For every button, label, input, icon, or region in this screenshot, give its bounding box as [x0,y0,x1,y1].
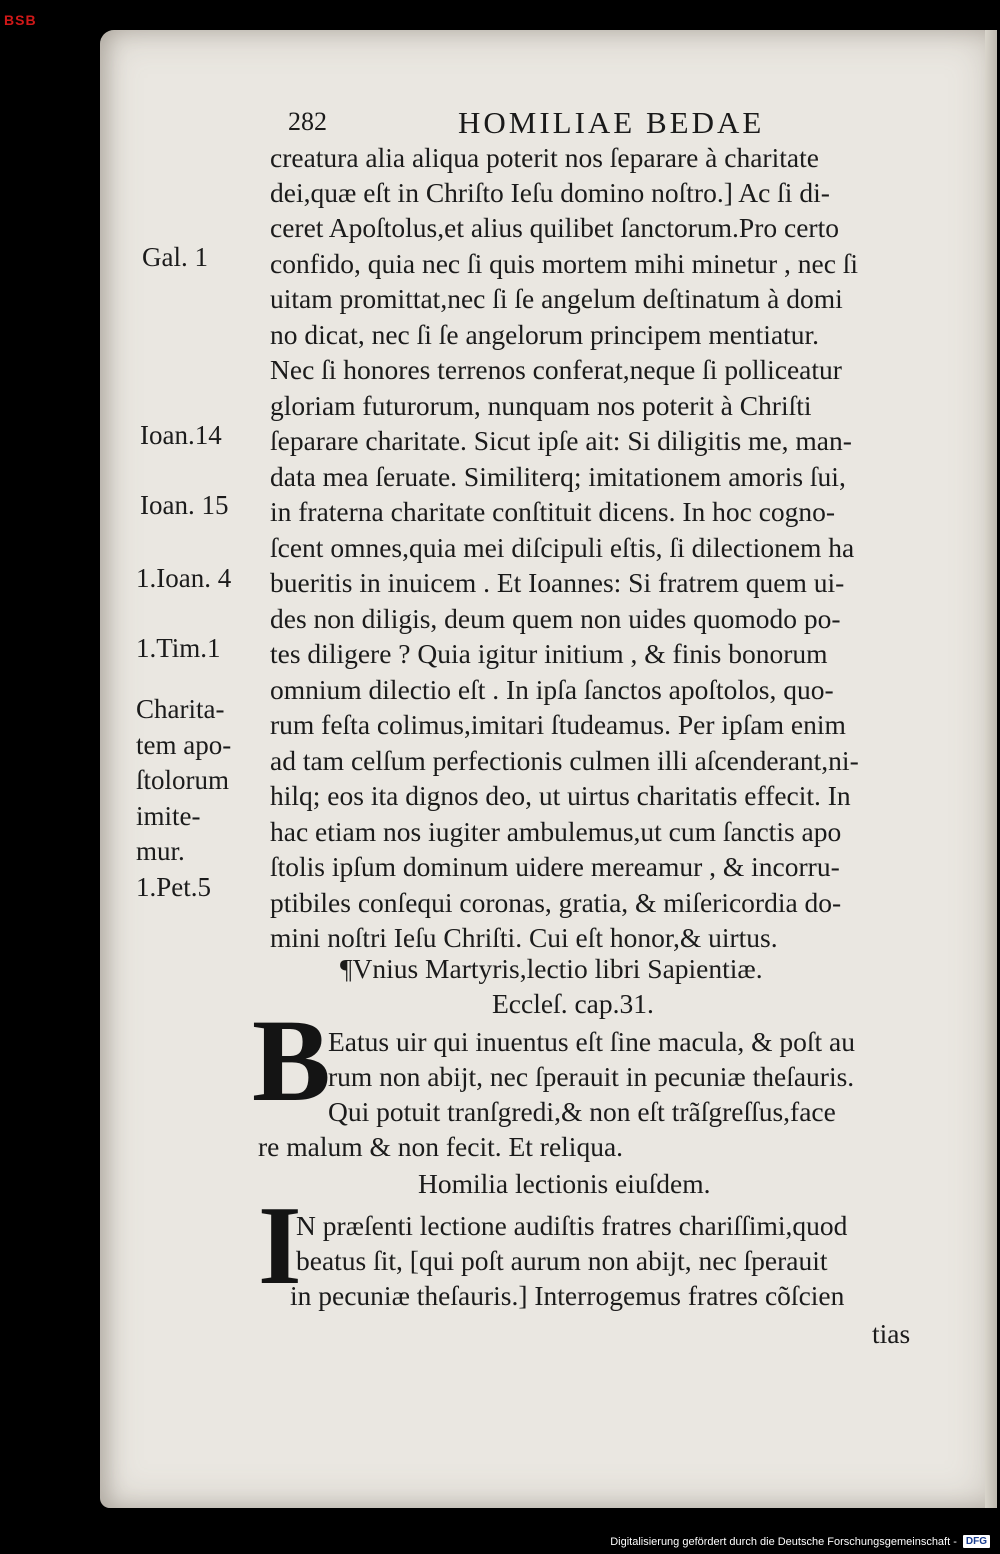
lectio-line: re malum & non fecit. Et reliqua. [258,1131,624,1162]
homilia-line: beatus ſit, [qui poſt aurum non abijt, nec ſperauit [296,1245,828,1276]
body-line: bueritis in inuicem . Et Ioannes: Si fratrem quem ui- [270,567,845,598]
margin-note: Gal. 1 [142,242,208,272]
lectio-reference: Eccleſ. cap.31. [492,988,654,1019]
margin-note: 1.Pet.5 [136,872,212,902]
body-line: hilq; eos ita dignos deo, ut uirtus charitatis effecit. In [270,780,851,811]
library-mark: BSB [4,12,37,28]
body-line: ptibiles conſequi coronas, gratia, & miſericordia do- [270,887,842,918]
homilia-line: N præſenti lectione audiſtis fratres chariſſimi,quod [296,1210,848,1241]
margin-note: tem apo- [136,730,232,760]
dfg-logo: DFG [963,1535,990,1548]
body-line: creatura alia aliqua poterit nos ſeparare à charitate [270,142,819,173]
homilia-dropcap: I [258,1184,302,1308]
footer-credit-text: Digitalisierung gefördert durch die Deutsche Forschungsgemeinschaft - [610,1535,957,1548]
catchword: tias [872,1318,911,1349]
body-line: gloriam futurorum, nunquam nos poterit à Chriſti [270,390,812,421]
body-line: ſtolis ipſum dominum uidere mereamur , & incorru- [270,851,840,882]
lectio-line: Qui potuit tranſgredi,& non eſt trãſgreſſus,face [328,1096,836,1127]
margin-note: Charita- [136,694,225,724]
margin-note: Ioan.14 [140,420,222,450]
margin-note: ſtolorum [136,765,229,795]
body-line: des non diligis, deum quem non uides quomodo po- [270,603,841,634]
body-line: ſcent omnes,quia mei diſcipuli eſtis, ſi dilectionem ha [270,532,855,563]
margin-note: mur. [136,836,185,866]
body-line: data mea ſeruate. Similiterq; imitationem amoris ſui, [270,461,846,492]
homilia-line: in pecuniæ theſauris.] Interrogemus fratres cõſcien [290,1280,845,1311]
body-line: rum feſta colimus,imitari ſtudeamus. Per ipſam enim [270,709,846,740]
margin-note: imite- [136,801,201,831]
margin-note: Ioan. 15 [140,490,229,520]
page-edge [985,30,997,1508]
homilia-heading: Homilia lectionis eiuſdem. [418,1168,711,1199]
lectio-dropcap: B [252,995,331,1126]
body-line: uitam promittat,nec ſi ſe angelum deſtinatum à domi [270,283,843,314]
body-line: dei,quæ eſt in Chriſto Ieſu domino noſtro.] Ac ſi di- [270,177,830,208]
page-header [288,105,828,145]
body-line: in fraterna charitate conſtituit dicens. In hoc cogno- [270,496,836,527]
body-line: mini noſtri Ieſu Chriſti. Cui eſt honor,& uirtus. [270,922,778,953]
margin-note: 1.Tim.1 [136,633,221,663]
lectio-heading: ¶Vnius Martyris,lectio libri Sapientiæ. [340,953,763,984]
body-line: ſeparare charitate. Sicut ipſe ait: Si diligitis me, man- [270,425,852,456]
body-line: ad tam celſum perfectionis culmen illi aſcenderant,ni- [270,745,859,776]
body-line: omnium dilectio eſt . In ipſa ſanctos apoſtolos, quo- [270,674,834,705]
body-line: hac etiam nos iugiter ambulemus,ut cum ſanctis apo [270,816,842,847]
page-number: 282 [288,107,327,136]
running-title: HOMILIAE BEDAE [458,105,765,140]
body-line: ceret Apoſtolus,et alius quilibet ſanctorum.Pro certo [270,212,839,243]
lectio-line: rum non abijt, nec ſperauit in pecuniæ theſauris. [328,1061,855,1092]
body-line: Nec ſi honores terrenos conferat,neque ſi polliceatur [270,354,842,385]
body-line: no dicat, nec ſi ſe angelorum principem mentiatur. [270,319,820,350]
body-line: tes diligere ? Quia igitur initium , & finis bonorum [270,638,828,669]
body-text [270,140,960,970]
lectio-line: Eatus uir qui inuentus eſt ſine macula, & poſt au [328,1026,855,1057]
body-line: confido, quia nec ſi quis mortem mihi minetur , nec ſi [270,248,859,279]
margin-note: 1.Ioan. 4 [136,563,232,593]
footer-credit [610,1535,990,1548]
